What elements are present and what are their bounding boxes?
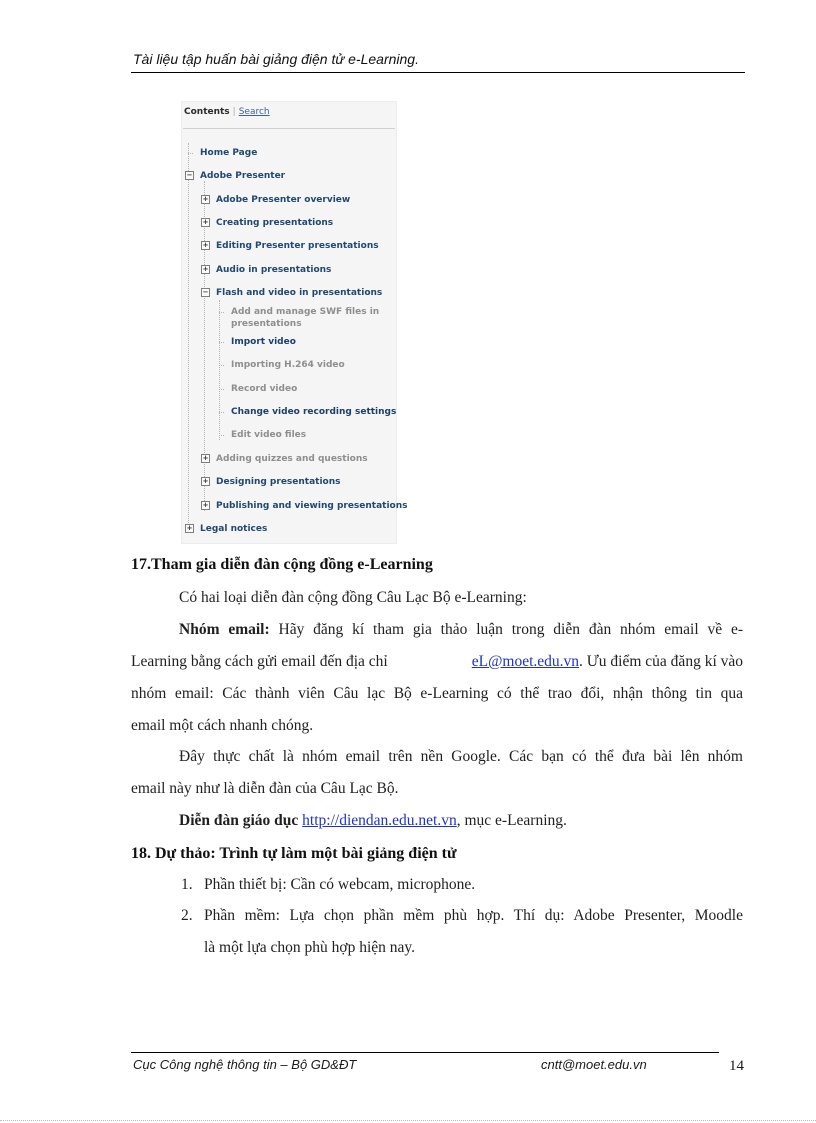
list-item-2-number: 2. bbox=[181, 907, 193, 924]
tab-contents[interactable]: Contents bbox=[184, 107, 230, 117]
panel-tabs bbox=[184, 107, 270, 117]
email-group-line-4: email một cách nhanh chóng. bbox=[131, 717, 314, 734]
tree-item-label: Import video bbox=[231, 337, 296, 347]
email-link[interactable]: eL@moet.edu.vn bbox=[471, 653, 580, 670]
tree-item-label: Adobe Presenter overview bbox=[216, 195, 351, 205]
expand-icon[interactable]: + bbox=[202, 218, 209, 226]
expand-icon[interactable]: + bbox=[202, 454, 209, 462]
email-group-label: Nhóm email: bbox=[179, 621, 270, 638]
tree-item-label: Home Page bbox=[200, 148, 258, 158]
forum-link[interactable]: http://diendan.edu.net.vn bbox=[302, 812, 457, 829]
tab-separator: | bbox=[232, 107, 236, 117]
footer-organization: Cục Công nghệ thông tin – Bộ GD&ĐT bbox=[133, 1057, 357, 1072]
tree-item-label: Adding quizzes and questions bbox=[216, 454, 368, 464]
tree-item-label-cont: presentations bbox=[231, 319, 302, 329]
page-number: 14 bbox=[729, 1058, 744, 1074]
expand-icon[interactable]: + bbox=[202, 241, 209, 249]
tree-item-label: Add and manage SWF files in bbox=[231, 307, 380, 317]
tree-item-label: Audio in presentations bbox=[216, 265, 332, 275]
footer-rule bbox=[131, 1052, 719, 1053]
tree-guide-root bbox=[188, 143, 189, 531]
panel-divider bbox=[183, 128, 395, 129]
help-contents-panel bbox=[181, 101, 408, 544]
page-bottom-border bbox=[0, 1120, 816, 1121]
collapse-icon[interactable]: − bbox=[202, 288, 209, 296]
email-group-line-2 bbox=[131, 653, 743, 671]
tree-item-label: Creating presentations bbox=[216, 218, 334, 228]
list-item-1: Phần thiết bị: Cần có webcam, microphone. bbox=[204, 876, 476, 893]
expand-icon[interactable]: + bbox=[186, 524, 193, 532]
list-item-2-line-2: là một lựa chọn phù hợp hiện nay. bbox=[204, 939, 416, 956]
expand-icon[interactable]: + bbox=[202, 195, 209, 203]
section-17-intro: Có hai loại diễn đàn cộng đồng Câu Lạc Bộ e-Learning: bbox=[179, 589, 527, 606]
expand-icon[interactable]: + bbox=[202, 501, 209, 509]
email-group-text-3: . Ưu điểm của đăng kí vào bbox=[579, 653, 743, 670]
tree-item-label: Flash and video in presentations bbox=[216, 288, 383, 298]
footer-email: cntt@moet.edu.vn bbox=[541, 1057, 647, 1072]
list-item-2-line-1: Phần mềm: Lựa chọn phần mềm phù hợp. Thí dụ: Adobe Presenter, Moodle bbox=[204, 907, 743, 924]
tree-item-label: Importing H.264 video bbox=[231, 360, 345, 370]
google-line-1: Đây thực chất là nhóm email trên nền Google. Các bạn có thể đưa bài lên nhóm bbox=[179, 748, 743, 765]
section-18-heading: 18. Dự thảo: Trình tự làm một bài giảng điện tử bbox=[131, 845, 457, 862]
tree-item-label: Change video recording settings bbox=[231, 407, 397, 417]
forum-text: , mục e-Learning. bbox=[456, 812, 567, 829]
tree-item-label: Designing presentations bbox=[216, 477, 341, 487]
forum-label: Diễn đàn giáo dục bbox=[179, 812, 299, 829]
tree-item-label: Editing Presenter presentations bbox=[216, 241, 379, 251]
list-item-1-number: 1. bbox=[181, 876, 193, 893]
header-rule bbox=[131, 72, 745, 73]
collapse-icon[interactable]: − bbox=[186, 171, 193, 179]
forum-line bbox=[179, 812, 567, 830]
email-group-line-3: nhóm email: Các thành viên Câu lạc Bộ e-Learning có thể trao đổi, nhận thông tin qua bbox=[131, 685, 743, 702]
tree-item-label: Record video bbox=[231, 384, 298, 394]
tree-guide-level2 bbox=[219, 300, 220, 440]
email-group-text-2: Learning bằng cách gửi email đến địa chỉ bbox=[131, 653, 388, 670]
expand-icon[interactable]: + bbox=[202, 265, 209, 273]
page-header-title: Tài liệu tập huấn bài giảng điện tử e-Learning. bbox=[133, 51, 419, 67]
tab-search[interactable]: Search bbox=[238, 107, 270, 117]
google-line-2: email này như là diễn đàn của Câu Lạc Bộ. bbox=[131, 780, 399, 797]
email-group-line-1 bbox=[179, 621, 743, 639]
expand-icon[interactable]: + bbox=[202, 477, 209, 485]
tree-item-label: Edit video files bbox=[231, 430, 307, 440]
email-group-text: Hãy đăng kí tham gia thảo luận trong diễn đàn nhóm email về e- bbox=[278, 621, 744, 638]
tree-item-label: Legal notices bbox=[200, 524, 268, 534]
tree-item-label: Adobe Presenter bbox=[200, 171, 286, 181]
section-17-heading: 17.Tham gia diễn đàn cộng đồng e-Learning bbox=[131, 556, 433, 573]
tree-item-label: Publishing and viewing presentations bbox=[216, 501, 408, 511]
